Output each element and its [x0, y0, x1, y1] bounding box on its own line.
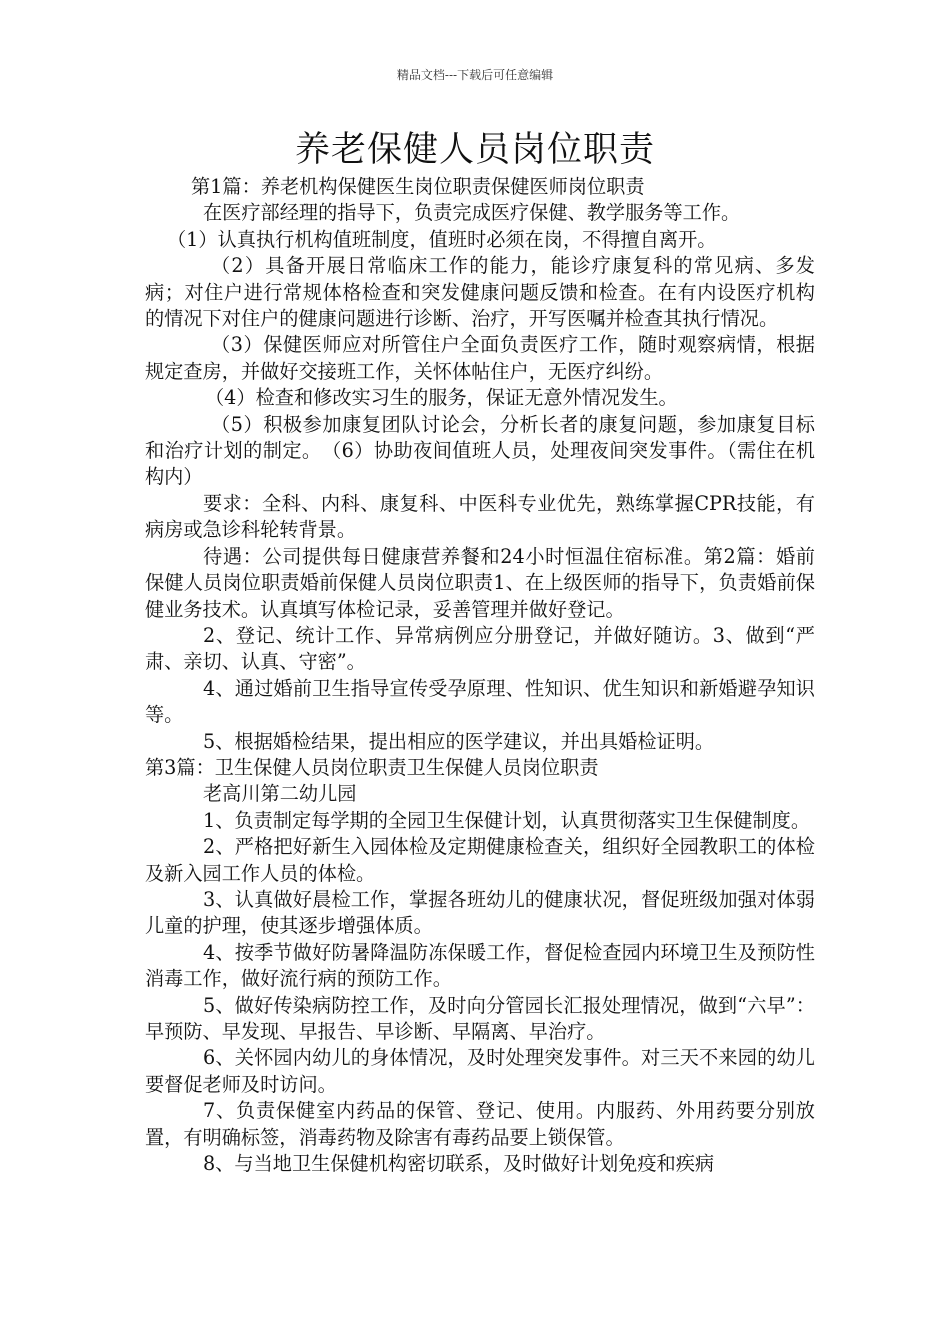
paragraph: 7、负责保健室内药品的保管、登记、使用。内服药、外用药要分别放置，有明确标签，消毒药物及除害有毒药品要上锁保管。: [145, 1099, 815, 1149]
section-heading: 第3篇：卫生保健人员岗位职责卫生保健人员岗位职责: [145, 755, 599, 779]
section-heading: 第1篇：养老机构保健医生岗位职责保健医师岗位职责: [191, 175, 645, 198]
paragraph: 待遇：公司提供每日健康营养餐和24小时恒温住宿标准。第2篇：婚前保健人员岗位职责婚前保健人员岗位职责1、在上级医师的指导下，负责婚前保健业务技术。认真填写体检记录，妥善管理并做好登记。: [145, 544, 815, 621]
document-body: [145, 174, 815, 1177]
paragraph: 4、按季节做好防暑降温防冻保暖工作，督促检查园内环境卫生及预防性消毒工作，做好流行病的预防工作。: [145, 940, 815, 991]
paragraph: （1）认真执行机构值班制度，值班时必须在岗，不得擅自离开。: [167, 227, 717, 251]
paragraph: 5、根据婚检结果，提出相应的医学建议，并出具婚检证明。: [203, 729, 715, 753]
header-note: 精品文档---下载后可任意编辑: [396, 68, 554, 82]
paragraph: 老高川第二幼儿园: [203, 782, 357, 806]
paragraph: （4）检查和修改实习生的服务，保证无意外情况发生。: [205, 386, 678, 410]
paragraph: 5、做好传染病防控工作，及时向分管园长汇报处理情况，做到“六早”：早预防、早发现、早报告、早诊断、早隔离、早治疗。: [145, 993, 815, 1043]
paragraph: 3、认真做好晨检工作，掌握各班幼儿的健康状况，督促班级加强对体弱儿童的护理，使其逐步增强体质。: [145, 887, 815, 938]
paragraph: （5）积极参加康复团队讨论会，分析长者的康复问题，参加康复目标和治疗计划的制定。 （6）协助夜间值班人员，处理夜间突发事件。（需住在机构内）: [145, 412, 815, 489]
paragraph: （3）保健医师应对所管住户全面负责医疗工作，随时观察病情，根据规定查房，并做好交接班工作，关怀体帖住户，无医疗纠纷。: [145, 333, 815, 383]
paragraph: 8、与当地卫生保健机构密切联系，及时做好计划免疫和疾病: [203, 1152, 715, 1176]
paragraph: 2、严格把好新生入园体检及定期健康检查关，组织好全园教职工的体检及新入园工作人员的体检。: [145, 835, 815, 885]
paragraph: 2、登记、统计工作、异常病例应分册登记，并做好随访。3、做到“严肃、亲切、认真、守密”。: [145, 623, 815, 674]
paragraph: 要求：全科、内科、康复科、中医科专业优先，熟练掌握CPR技能，有病房或急诊科轮转背景。: [145, 491, 815, 542]
paragraph: （2）具备开展日常临床工作的能力，能诊疗康复科的常见病、多发病；对住户进行常规体格检查和突发健康问题反馈和检查。在有内设医疗机构的情况下对住户的健康问题进行诊断、治疗，开写医嘱并检查其执行情况。: [145, 254, 815, 331]
document-title: 养老保健人员岗位职责: [294, 130, 655, 170]
paragraph: 6、关怀园内幼儿的身体情况，及时处理突发事件。对三天不来园的幼儿要督促老师及时访问。: [145, 1046, 815, 1096]
paragraph: 在医疗部经理的指导下，负责完成医疗保健、教学服务等工作。: [203, 201, 741, 225]
paragraph: 4、通过婚前卫生指导宣传受孕原理、性知识、优生知识和新婚避孕知识等。: [145, 676, 815, 727]
paragraph: 1、负责制定每学期的全园卫生保健计划，认真贯彻落实卫生保健制度。: [203, 808, 811, 832]
